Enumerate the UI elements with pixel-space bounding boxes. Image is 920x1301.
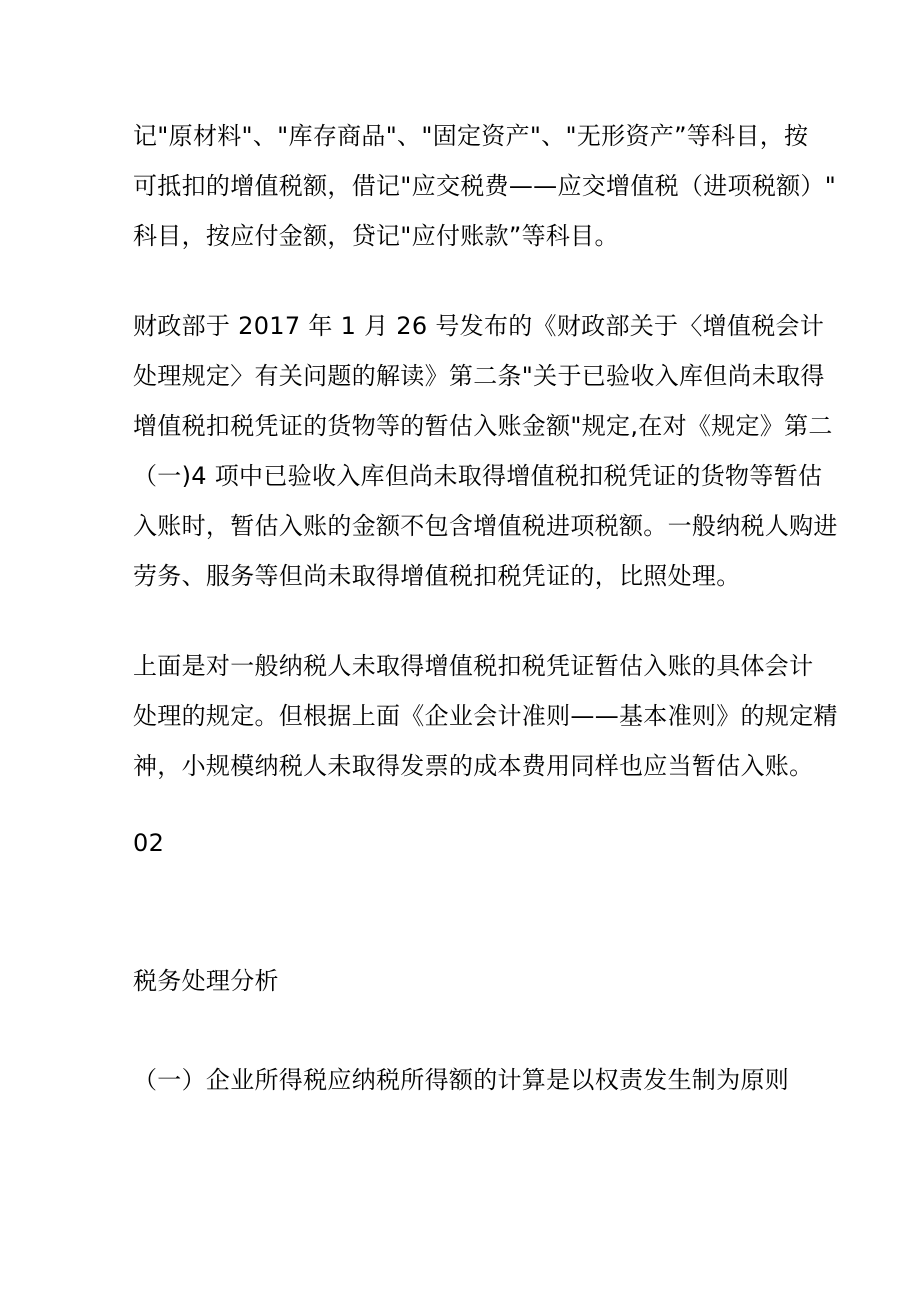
text-line: 入账时，暂估入账的金额不包含增值税进项税额。一般纳税人购进 bbox=[133, 512, 838, 540]
text-line: 记"原材料"、"库存商品"、"固定资产"、"无形资产”等科目，按 bbox=[133, 122, 809, 150]
subheading: （一）企业所得税应纳税所得额的计算是以权责发生制为原则 bbox=[133, 1066, 790, 1094]
text-line: 科目，按应付金额，贷记"应付账款”等科目。 bbox=[133, 222, 619, 250]
text-line: 可抵扣的增值税额，借记"应交税费——应交增值税（进项税额）" bbox=[133, 172, 837, 200]
text-line: 财政部于 2017 年 1 月 26 号发布的《财政部关于〈增值税会计 bbox=[133, 312, 825, 340]
text-line: 神，小规模纳税人未取得发票的成本费用同样也应当暂估入账。 bbox=[133, 752, 814, 780]
text-line: 增值税扣税凭证的货物等的暂估入账金额"规定,在对《规定》第二 bbox=[133, 412, 833, 440]
section-number: 02 bbox=[133, 829, 165, 857]
section-title: 税务处理分析 bbox=[133, 967, 279, 995]
text-line: 处理规定〉有关问题的解读》第二条"关于已验收入库但尚未取得 bbox=[133, 362, 825, 390]
text-line: （一)4 项中已验收入库但尚未取得增值税扣税凭证的货物等暂估 bbox=[133, 462, 823, 490]
text-line: 处理的规定。但根据上面《企业会计准则——基本准则》的规定精 bbox=[133, 702, 838, 730]
text-line: 劳务、服务等但尚未取得增值税扣税凭证的，比照处理。 bbox=[133, 562, 741, 590]
text-line: 上面是对一般纳税人未取得增值税扣税凭证暂估入账的具体会计 bbox=[133, 652, 814, 680]
